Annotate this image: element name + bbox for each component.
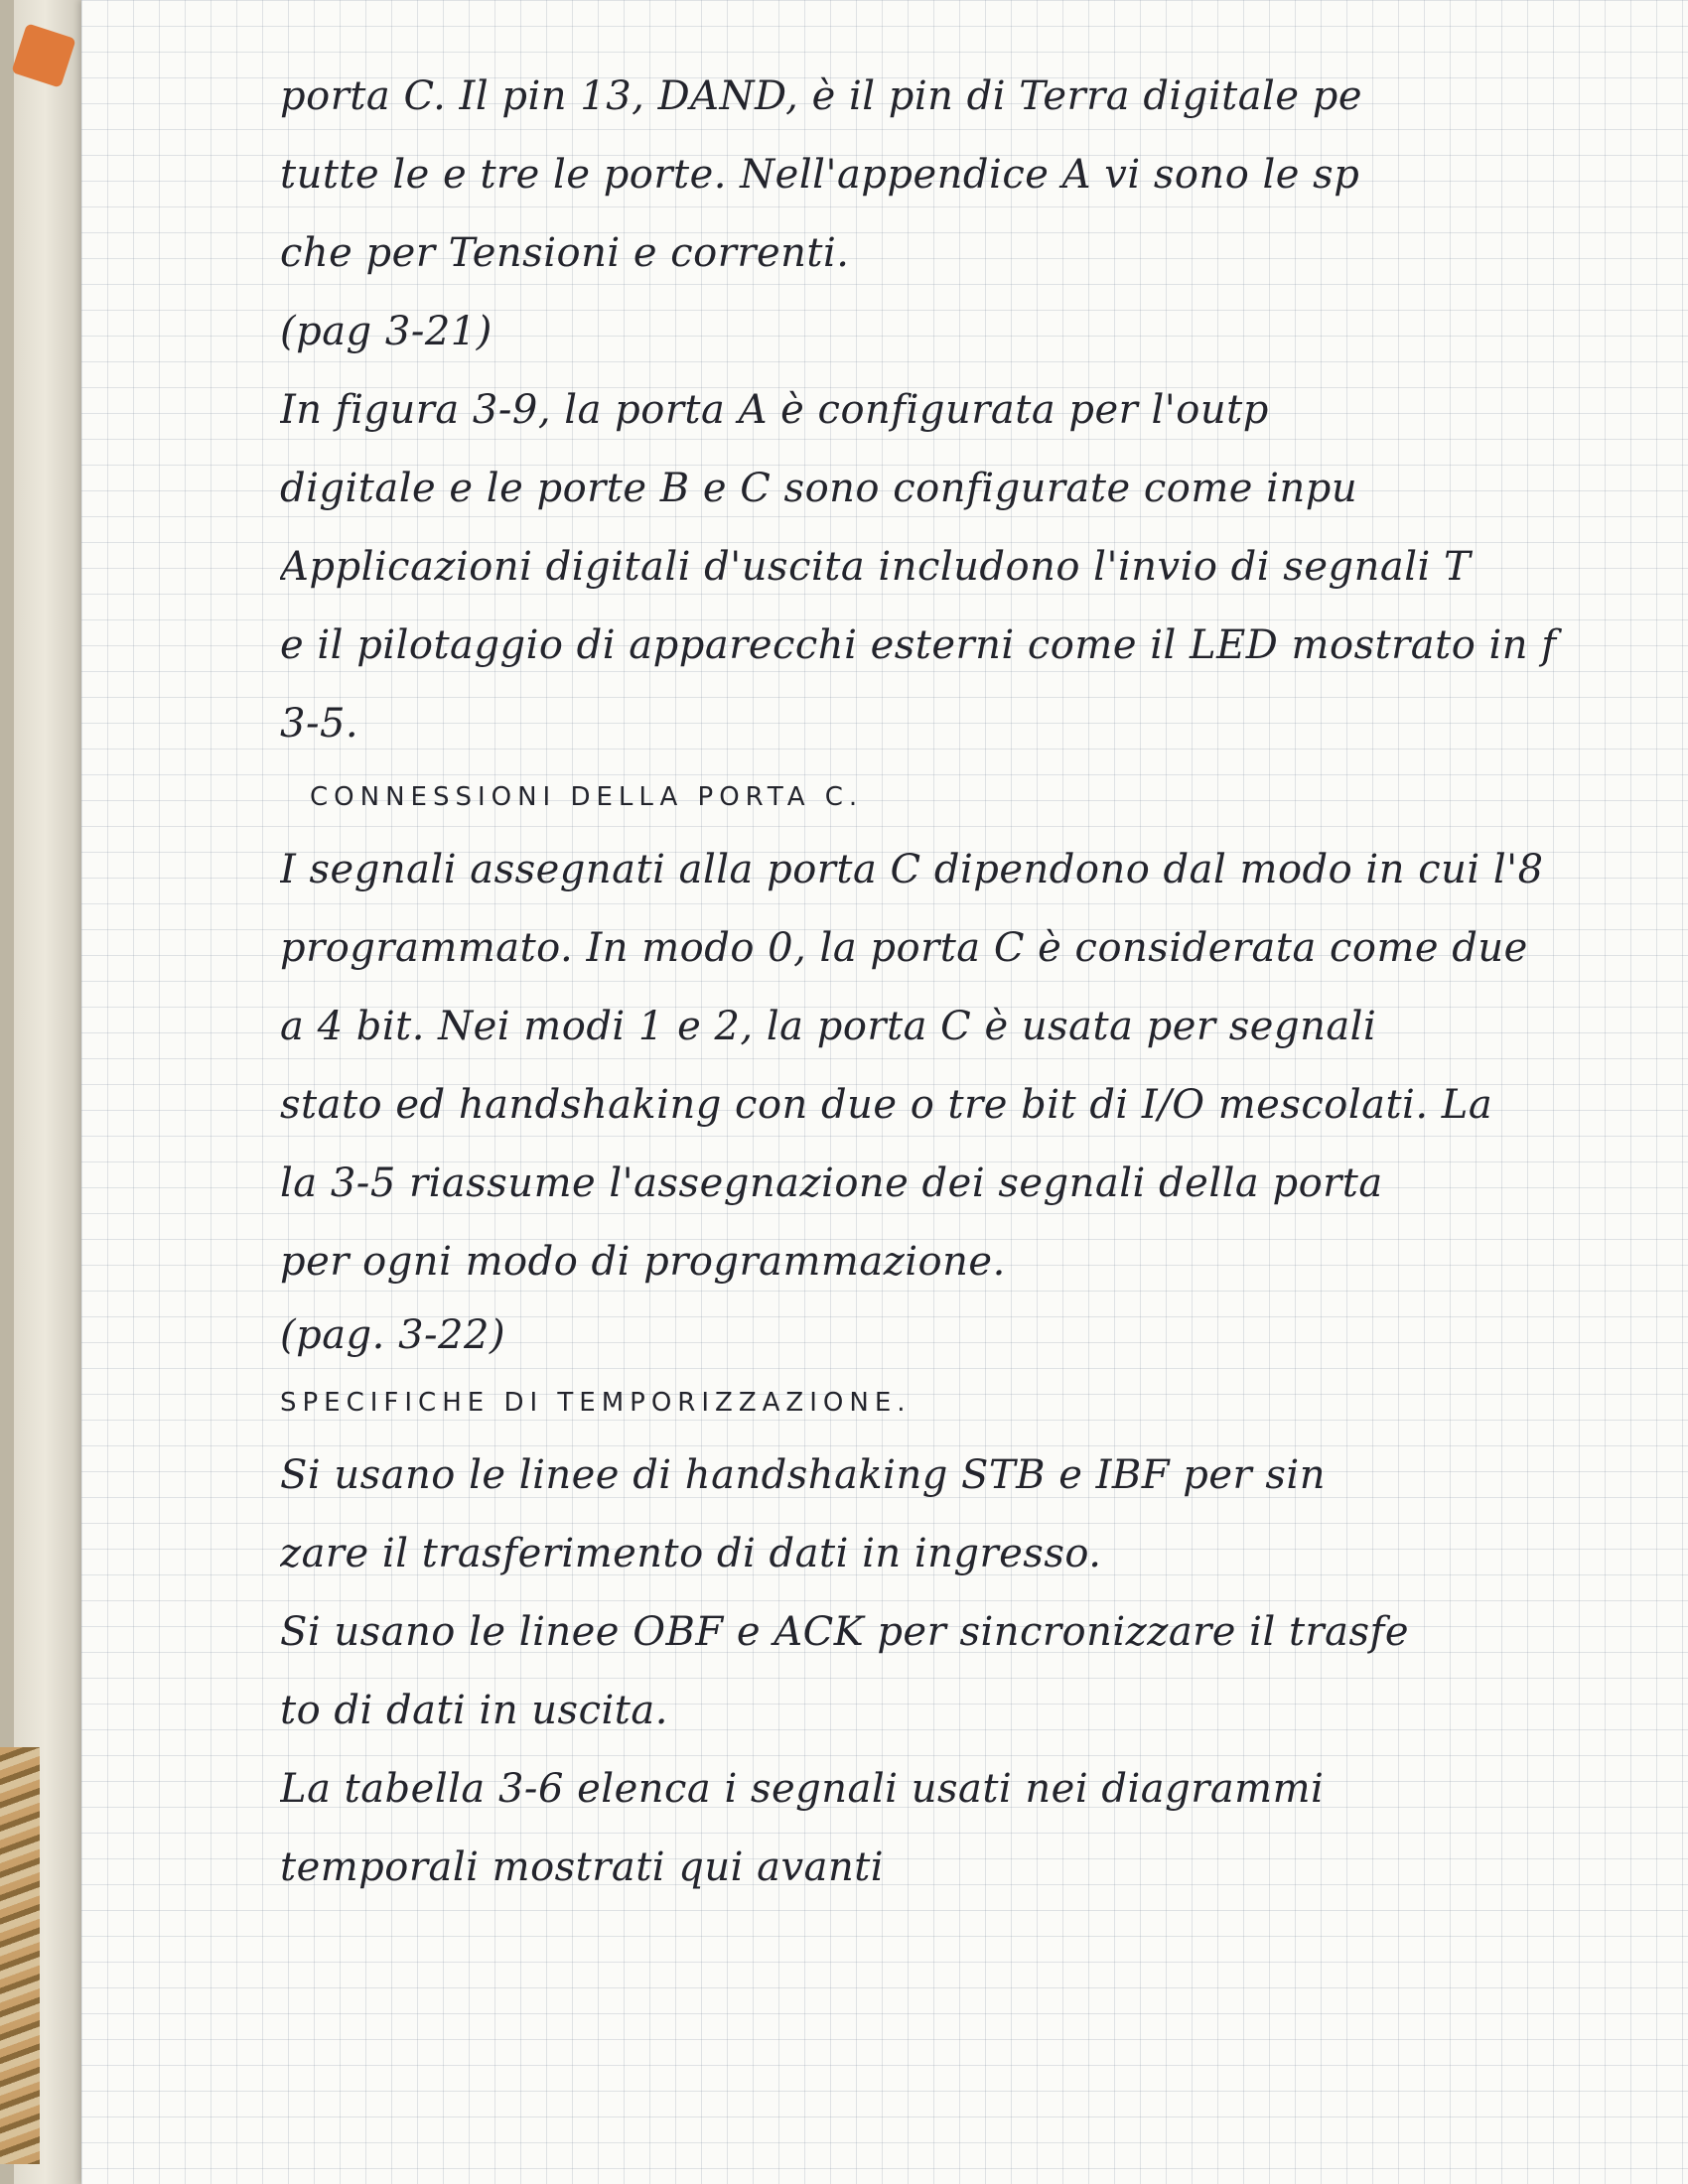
note-line: I segnali assegnati alla porta C dipendono dal modo in cui l'8 (280, 847, 1544, 892)
section-heading: SPECIFICHE DI TEMPORIZZAZIONE. (280, 1388, 912, 1418)
notebook-binding (0, 0, 81, 2184)
note-line: digitale e le porte B e C sono configurate come inpu (280, 466, 1358, 511)
note-line: to di dati in uscita. (280, 1688, 668, 1733)
note-line: La tabella 3-6 elenca i segnali usati nei diagrammi (280, 1766, 1325, 1812)
note-line: e il pilotaggio di apparecchi esterni come il LED mostrato in f (280, 622, 1557, 668)
graph-paper-page (81, 0, 1688, 2184)
note-line: 3-5. (280, 701, 359, 747)
note-line: che per Tensioni e correnti. (280, 230, 850, 276)
note-line: Si usano le linee di handshaking STB e IBF per sin (280, 1452, 1326, 1498)
note-line: per ogni modo di programmazione. (280, 1239, 1006, 1285)
note-line: Si usano le linee OBF e ACK per sincronizzare il trasfe (280, 1609, 1410, 1655)
page-reference: (pag 3-21) (280, 309, 492, 354)
note-line: stato ed handshaking con due o tre bit di I/O mescolati. La (280, 1082, 1493, 1128)
note-line: temporali mostrati qui avanti (280, 1844, 885, 1890)
page-reference: (pag. 3-22) (280, 1312, 506, 1358)
notebook-cover-edge (0, 1747, 40, 2164)
binding-tab (11, 23, 76, 88)
note-line: zare il trasferimento di dati in ingresso. (280, 1531, 1102, 1576)
note-line: tutte le e tre le porte. Nell'appendice A vi sono le sp (280, 152, 1360, 198)
note-line: la 3-5 riassume l'assegnazione dei segnali della porta (280, 1160, 1383, 1206)
note-line: programmato. In modo 0, la porta C è considerata come due (280, 925, 1528, 971)
note-line: porta C. Il pin 13, DAND, è il pin di Terra digitale pe (280, 73, 1362, 119)
note-line: a 4 bit. Nei modi 1 e 2, la porta C è usata per segnali (280, 1004, 1377, 1049)
note-line: In figura 3-9, la porta A è configurata per l'outp (280, 387, 1269, 433)
note-line: Applicazioni digitali d'uscita includono l'invio di segnali T (280, 544, 1472, 590)
handwritten-notes (280, 58, 1688, 1907)
section-heading: CONNESSIONI DELLA PORTA C. (310, 782, 864, 812)
